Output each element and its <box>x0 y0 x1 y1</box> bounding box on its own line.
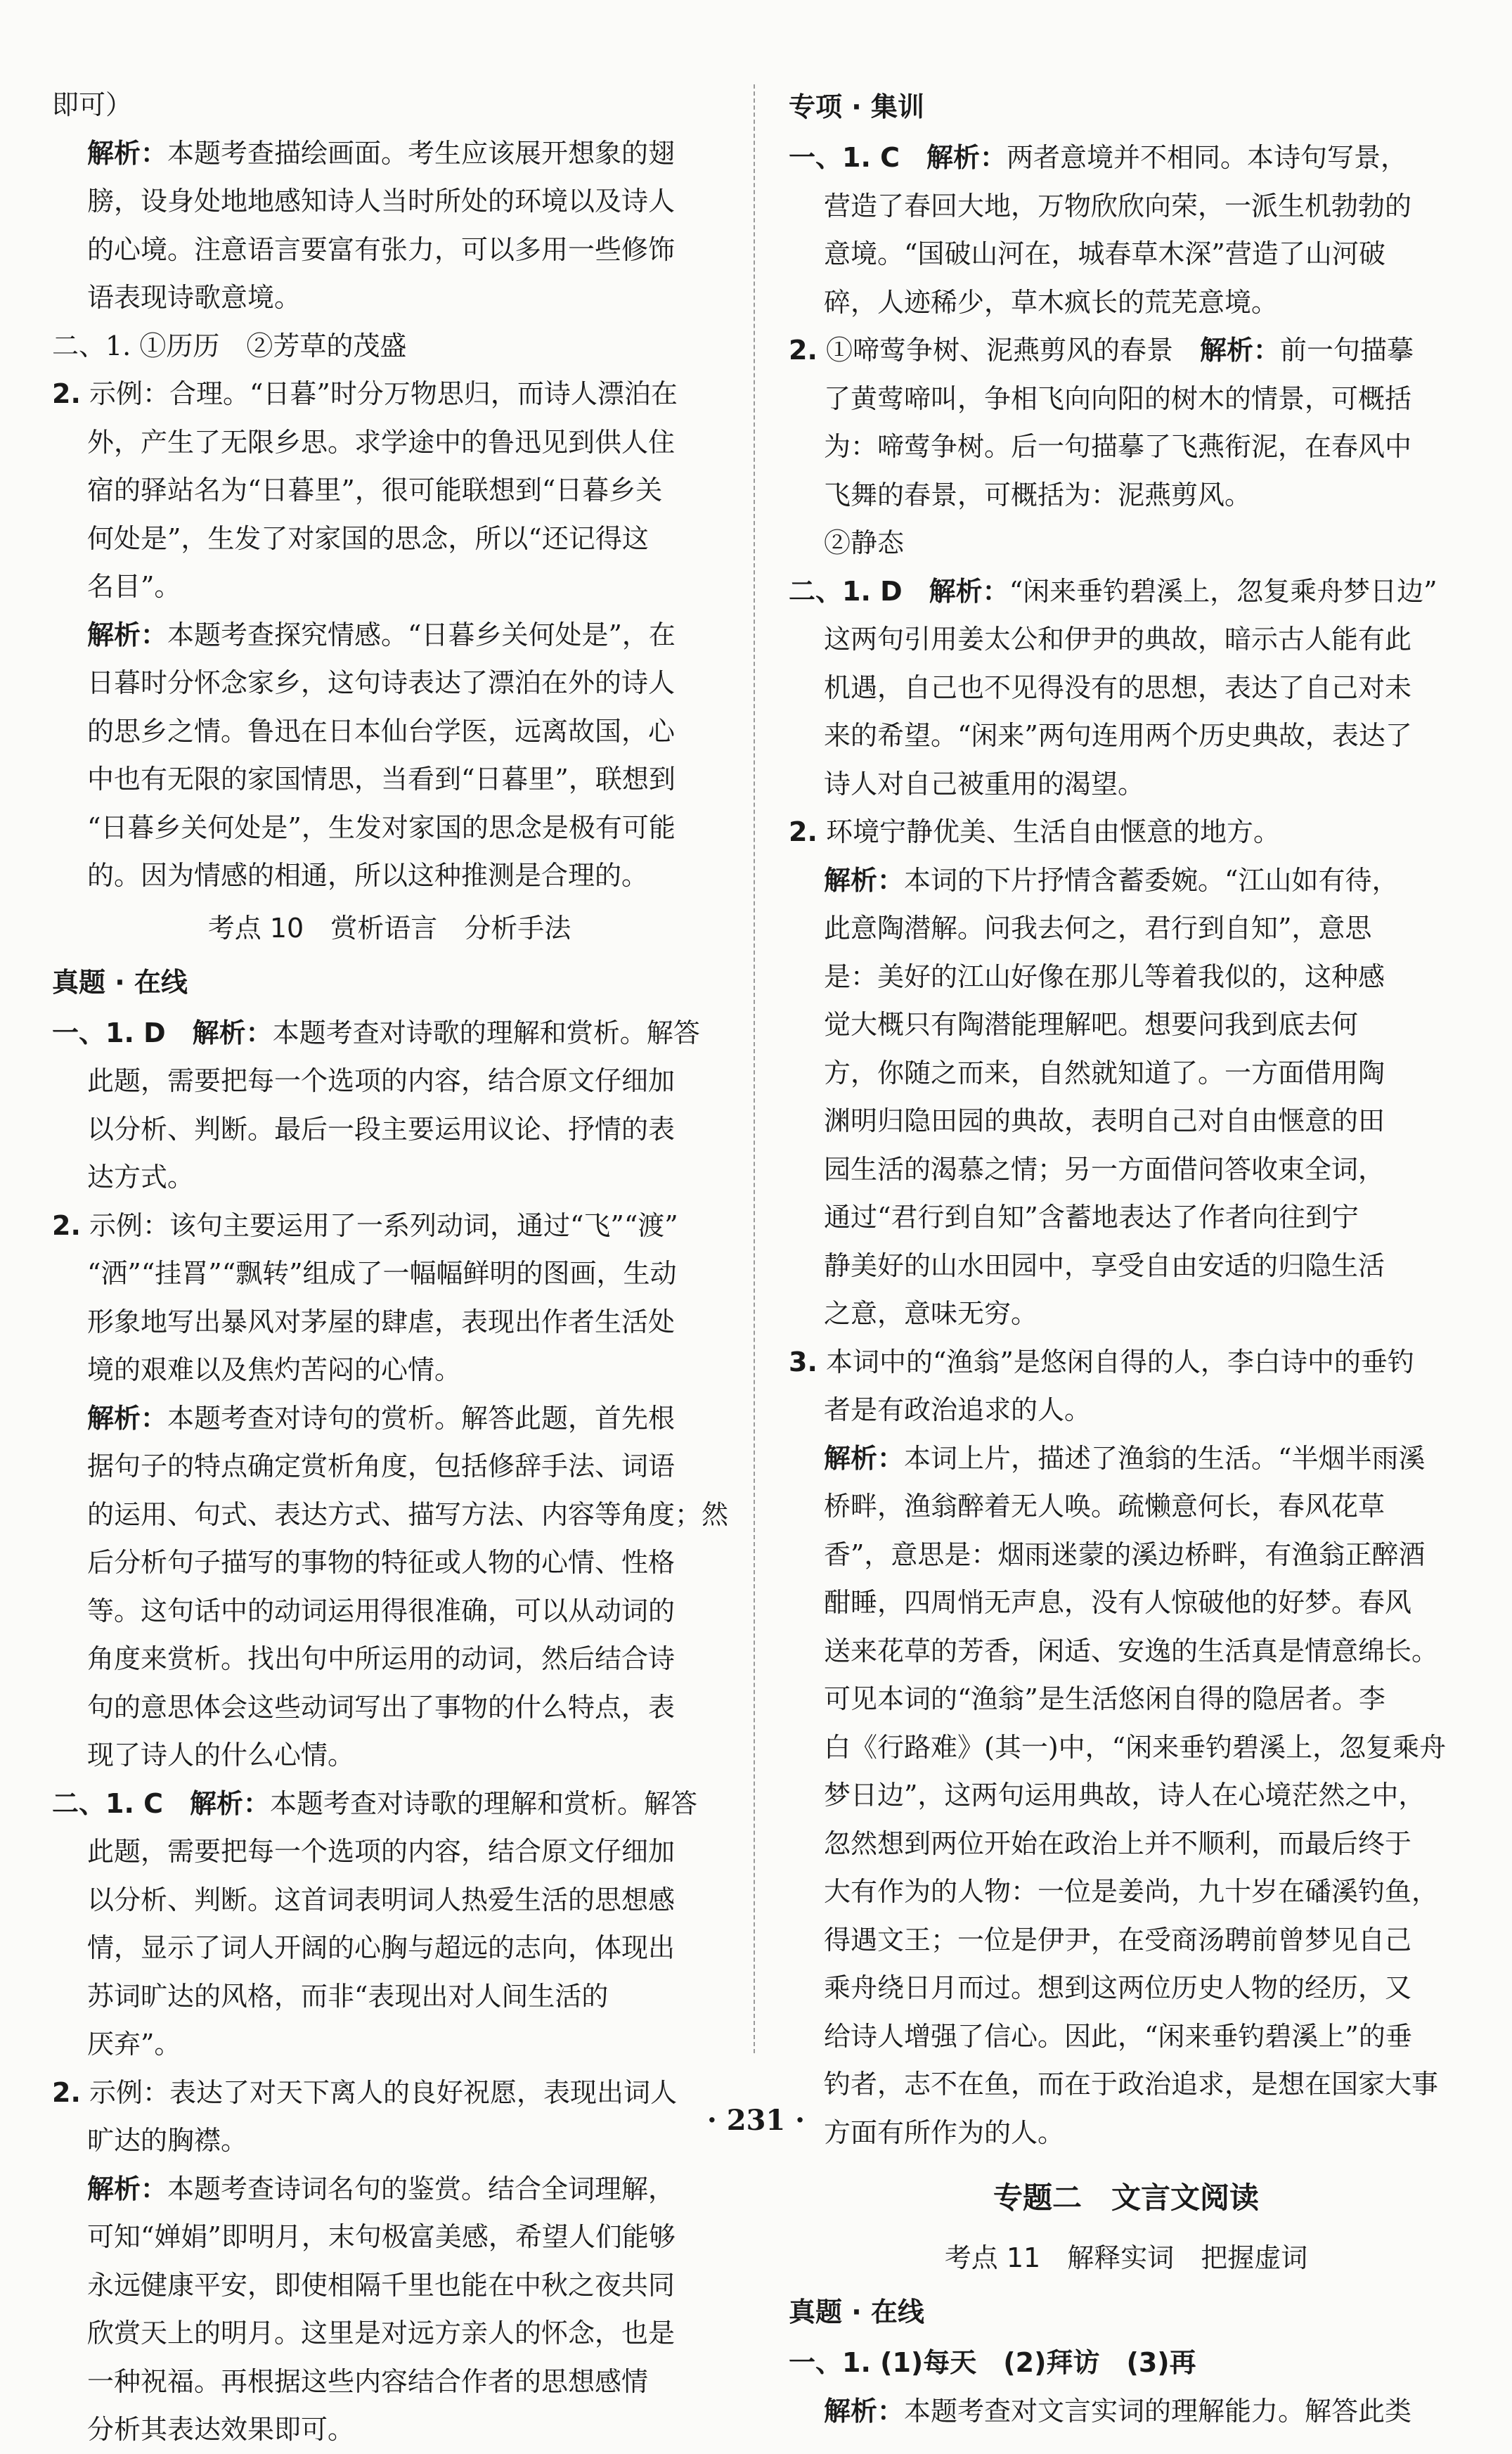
text-line: 白《行路难》(其一)中，“闲来垂钓碧溪上，忽复乘舟 <box>824 1731 1447 1763</box>
text-line: 名目”。 <box>87 571 181 602</box>
analysis-line: 解析：本题考查诗词名句的鉴赏。结合全词理解， <box>87 2173 676 2204</box>
text-line: “日暮乡关何处是”，生发对家国的思念是极有可能 <box>87 811 676 843</box>
text-line: 钓者，志不在鱼，而在于政治追求，是想在国家大事 <box>824 2069 1439 2100</box>
answer-line: 一、1. D 解析：本题考查对诗歌的理解和赏析。解答 <box>52 1017 700 1048</box>
text-line: 得遇文王；一位是伊尹，在受商汤聘前曾梦见自己 <box>824 1924 1412 1955</box>
answer-line: 2. 示例：表达了对天下离人的良好祝愿，表现出词人 <box>52 2076 677 2108</box>
text-line: 中也有无限的家国情思，当看到“日暮里”，联想到 <box>87 764 676 795</box>
analysis-line: 解析：本题考查描绘画面。考生应该展开想象的翅 <box>87 137 676 169</box>
text-line: 何处是”，生发了对家国的思念，所以“还记得这 <box>87 522 649 554</box>
topic-heading: 专题二 文言文阅读 <box>993 2180 1259 2215</box>
text-line: 后分析句子描写的事物的特征或人物的心情、性格 <box>87 1547 676 1578</box>
text-line: 通过“君行到自知”含蓄地表达了作者向往到宁 <box>824 1202 1359 1233</box>
text-line: 乘舟绕日月而过。想到这两位历史人物的经历，又 <box>824 1972 1412 2003</box>
text-line: 等。这句话中的动词运用得很准确，可以从动词的 <box>87 1595 676 1626</box>
text-line: 厌弃”。 <box>87 2029 181 2060</box>
text-line: 意境。“国破山河在，城春草木深”营造了山河破 <box>824 238 1385 269</box>
text-line: 达方式。 <box>87 1162 195 1193</box>
text-line: 营造了春回大地，万物欣欣向荣，一派生机勃勃的 <box>824 190 1412 221</box>
text-line: 这两句引用姜太公和伊尹的典故，暗示古人能有此 <box>824 624 1412 655</box>
answer-line: 一、1. C 解析：两者意境并不相同。本诗句写景， <box>789 142 1408 173</box>
text-line: 香”，意思是：烟雨迷蒙的溪边桥畔，有渔翁正醉酒 <box>824 1538 1426 1570</box>
text-line: 的运用、句式、表达方式、描写方法、内容等角度；然 <box>87 1498 729 1530</box>
analysis-line: 解析：本题考查对诗句的赏析。解答此题，首先根 <box>87 1402 676 1434</box>
text-line: 方面有所作为的人。 <box>824 2116 1065 2148</box>
text-line: 忽然想到两位开始在政治上并不顺利，而最后终于 <box>824 1827 1412 1859</box>
text-line: 者是有政治追求的人。 <box>824 1394 1092 1425</box>
text-line: 渊明归隐田园的典故，表明自己对自由惬意的田 <box>824 1105 1385 1136</box>
text-line: 机遇，自己也不见得没有的思想，表达了自己对未 <box>824 672 1412 703</box>
text-line: 之意，意味无穷。 <box>824 1298 1038 1329</box>
text-line: 送来花草的芳香，闲适、安逸的生活真是情意绵长。 <box>824 1635 1439 1666</box>
analysis-line: 解析：本题考查探究情感。“日暮乡关何处是”，在 <box>87 619 676 650</box>
analysis-line: 解析：本词上片，描述了渔翁的生活。“半烟半雨溪 <box>824 1442 1426 1474</box>
right-column <box>789 81 1463 2435</box>
text-line: 静美好的山水田园中，享受自由安适的归隐生活 <box>824 1250 1385 1281</box>
text-line: 飞舞的春景，可概括为：泥燕剪风。 <box>824 479 1252 510</box>
text-line: 园生活的渴慕之情；另一方面借问答收束全词， <box>824 1153 1385 1185</box>
section-heading-kaodian-11: 考点 11 解释实词 把握虚词 <box>944 2242 1308 2273</box>
text-line: 碎，人迹稀少，草木疯长的荒芜意境。 <box>824 286 1279 318</box>
text-line: 大有作为的人物：一位是姜尚，九十岁在磻溪钓鱼， <box>824 1876 1439 1907</box>
text-line: 的。因为情感的相通，所以这种推测是合理的。 <box>87 860 649 891</box>
section-label: 专项 · 集训 <box>789 91 924 122</box>
text-line: 境的艰难以及焦灼苦闷的心情。 <box>87 1354 462 1385</box>
text-line: 方，你随之而来，自然就知道了。一方面借用陶 <box>824 1057 1385 1088</box>
section-heading-kaodian-10: 考点 10 赏析语言 分析手法 <box>207 912 571 944</box>
text-line: 诗人对自己被重用的渴望。 <box>824 768 1145 799</box>
answer-line: 2. 示例：合理。“日暮”时分万物思归，而诗人漂泊在 <box>52 378 678 409</box>
section-label: 真题 · 在线 <box>52 966 188 998</box>
answer-line: 一、1. (1)每天 (2)拜访 (3)再 <box>789 2347 1196 2378</box>
text-line: 日暮时分怀念家乡，这句诗表达了漂泊在外的诗人 <box>87 667 676 698</box>
text-line: 苏词旷达的风格，而非“表现出对人间生活的 <box>87 1980 609 2012</box>
text-line: 膀，设身处地地感知诗人当时所处的环境以及诗人 <box>87 186 676 217</box>
left-column <box>52 81 727 2454</box>
text-line: 现了诗人的什么心情。 <box>87 1740 355 1771</box>
text-line: 来的希望。“闲来”两句连用两个历史典故，表达了 <box>824 720 1412 751</box>
text-line: 欣赏天上的明月。这里是对远方亲人的怀念，也是 <box>87 2318 676 2349</box>
text-line: 语表现诗歌意境。 <box>87 282 302 313</box>
answer-line: 2. 示例：该句主要运用了一系列动词，通过“飞”“渡” <box>52 1209 678 1241</box>
text-line: 此题，需要把每一个选项的内容，结合原文仔细加 <box>87 1836 676 1867</box>
text-line: 据句子的特点确定赏析角度，包括修辞手法、词语 <box>87 1451 676 1482</box>
answer-line: 二、1. D 解析：“闲来垂钓碧溪上，忽复乘舟梦日边” <box>789 575 1437 607</box>
text-line: 酣睡，四周悄无声息，没有人惊破他的好梦。春风 <box>824 1587 1412 1618</box>
text-line: 角度来赏析。找出句中所运用的动词，然后结合诗 <box>87 1643 676 1674</box>
answer-line: 3. 本词中的“渔翁”是悠闲自得的人，李白诗中的垂钓 <box>789 1346 1414 1377</box>
text-line: 旷达的胸襟。 <box>87 2125 248 2156</box>
text-line: 的心境。注意语言要富有张力，可以多用一些修饰 <box>87 233 676 265</box>
column-divider <box>754 84 755 2053</box>
text-line: 可知“婵娟”即明月，末句极富美感，希望人们能够 <box>87 2221 676 2252</box>
text-line: 一种祝福。再根据这些内容结合作者的思想感情 <box>87 2365 649 2397</box>
text-line: 分析其表达效果即可。 <box>87 2414 355 2445</box>
text-line: 为：啼莺争树。后一句描摹了飞燕衔泥，在春风中 <box>824 431 1412 462</box>
answer-line: 二、1. C 解析：本题考查对诗歌的理解和赏析。解答 <box>52 1787 698 1819</box>
spacer <box>789 2157 1463 2166</box>
text-line: 外，产生了无限乡思。求学途中的鲁迅见到供人住 <box>87 426 676 458</box>
answer-line: 2. ①啼莺争树、泥燕剪风的春景 解析：前一句描摹 <box>789 335 1414 366</box>
text-line: 以分析、判断。最后一段主要运用议论、抒情的表 <box>87 1113 676 1145</box>
text-line: 是：美好的江山好像在那儿等着我似的，这种感 <box>824 961 1385 992</box>
answer-line: 二、1. ①历历 ②芳草的茂盛 <box>52 330 407 361</box>
text-line: 梦日边”，这两句运用典故，诗人在心境茫然之中， <box>824 1780 1426 1811</box>
text-line: 可见本词的“渔翁”是生活悠闲自得的隐居者。李 <box>824 1683 1385 1714</box>
text-line: 给诗人增强了信心。因此，“闲来垂钓碧溪上”的垂 <box>824 2020 1412 2052</box>
text-line: 形象地写出暴风对茅屋的肆虐，表现出作者生活处 <box>87 1306 676 1337</box>
text-line: 情，显示了词人开阔的心胸与超远的志向，体现出 <box>87 1932 676 1963</box>
text-line: 此意陶潜解。问我去何之，君行到自知”，意思 <box>824 913 1372 944</box>
section-label: 真题 · 在线 <box>789 2296 924 2327</box>
text-line: ②静态 <box>824 527 905 558</box>
text-line: 即可） <box>52 89 133 120</box>
text-line: 永远健康平安，即使相隔千里也能在中秋之夜共同 <box>87 2269 676 2301</box>
text-line: 句的意思体会这些动词写出了事物的什么特点，表 <box>87 1691 676 1723</box>
text-line: 的思乡之情。鲁迅在日本仙台学医，远离故国，心 <box>87 715 676 747</box>
answer-line: 2. 环境宁静优美、生活自由惬意的地方。 <box>789 816 1280 847</box>
analysis-line: 解析：本词的下片抒情含蓄委婉。“江山如有待， <box>824 864 1399 896</box>
text-line: 觉大概只有陶潜能理解吧。想要问我到底去何 <box>824 1009 1359 1040</box>
text-line: 桥畔，渔翁醉着无人唤。疏懒意何长，春风花草 <box>824 1491 1385 1522</box>
analysis-line: 解析：本题考查对文言实词的理解能力。解答此类 <box>824 2395 1412 2427</box>
text-line: 宿的驿站名为“日暮里”，很可能联想到“日暮乡关 <box>87 475 663 506</box>
page-number: · 231 · <box>706 2104 806 2137</box>
text-line: “洒”“挂罥”“飘转”组成了一幅幅鲜明的图画，生动 <box>87 1258 677 1289</box>
text-line: 此题，需要把每一个选项的内容，结合原文仔细加 <box>87 1065 676 1096</box>
text-line: 了黄莺啼叫，争相飞向向阳的树木的情景，可概括 <box>824 383 1412 414</box>
text-line: 以分析、判断。这首词表明词人热爱生活的思想感 <box>87 1884 676 1915</box>
